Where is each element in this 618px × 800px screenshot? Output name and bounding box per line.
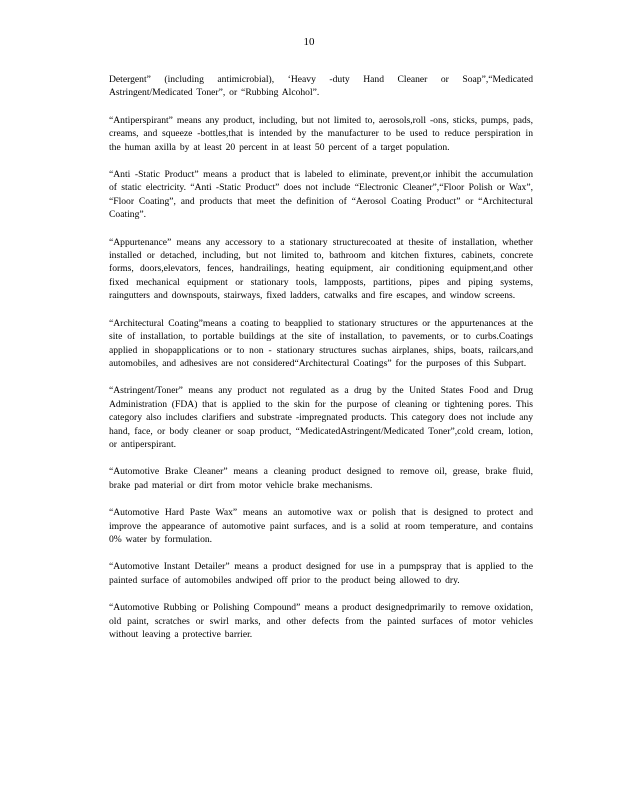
definitions-body xyxy=(109,73,533,641)
page-number: 10 xyxy=(303,36,315,48)
definition-anti-static-product: “Anti -Static Product” means a product that is labeled to eliminate, prevent,or inhibit the accumulation of static electricity. “Anti -Static Product” does not include “Electronic Cleaner”,“Floor Polish or Wax”, “Floor Coating”, and products that meet the definition of “Aerosol Coating Product” or “Architectural Coating”. xyxy=(109,169,533,221)
definition-appurtenance: “Appurtenance” means any accessory to a stationary structurecoated at thesite of installation, whether installed or detached, including, but not limited to, bathroom and kitchen fixtures, cabinets, concrete forms, doors,elevators, fences, handrailings, heating equipment, air conditioning equipment,and other fixed mechanical equipment or stationary tools, lampposts, partitions, pipes and piping systems, raingutters and downspouts, stairways, fixed ladders, catwalks and fire escapes, and window screens. xyxy=(109,236,533,302)
definition-architectural-coating: “Architectural Coating”means a coating to beapplied to stationary structures or the appurtenances at the site of installation, to portable buildings at the site of installation, to pavements, or to curbs.Coatings applied in shopapplications or to non - stationary structures suchas airplanes, ships, boats, railcars,and automobiles, and adhesives are not considered“Architectural Coatings” for the purposes of this Subpart. xyxy=(109,317,533,369)
definition-astringent-toner: “Astringent/Toner” means any product not regulated as a drug by the United States Food and Drug Administration (FDA) that is applied to the skin for the purpose of cleaning or tightening pores. This category also includes clarifiers and substrate -impregnated products. This category does not include any hand, face, or body cleaner or soap product, “MedicatedAstringent/Medicated Toner”,cold cream, lotion, or antiperspirant. xyxy=(109,385,533,450)
definition-paragraph-detergent-continuation: Detergent” (including antimicrobial), ‘Heavy -duty Hand Cleaner or Soap”,“Medicated Astringent/Medicated Toner”, or “Rubbing Alcohol”. xyxy=(109,74,533,99)
definition-automotive-brake-cleaner: “Automotive Brake Cleaner” means a cleaning product designed to remove oil, grease, brake fluid, brake pad material or dirt from motor vehicle brake mechanisms. xyxy=(109,466,533,491)
definition-automotive-hard-paste-wax: “Automotive Hard Paste Wax” means an automotive wax or polish that is designed to protect and improve the appearance of automotive paint surfaces, and is a solid at room temperature, and contains 0% water by formulation. xyxy=(109,507,533,545)
definition-automotive-rubbing-compound: “Automotive Rubbing or Polishing Compound” means a product designedprimarily to remove oxidation, old paint, scratches or swirl marks, and other defects from the painted surfaces of motor vehicles without leaving a protective barrier. xyxy=(109,602,533,640)
definition-antiperspirant: “Antiperspirant” means any product, including, but not limited to, aerosols,roll -ons, sticks, pumps, pads, creams, and squeeze -bottles,that is intended by the manufacturer to be used to reduce perspiration in the human axilla by at least 20 percent in at least 50 percent of a target population. xyxy=(109,114,533,153)
definition-automotive-instant-detailer: “Automotive Instant Detailer” means a product designed for use in a pumpspray that is applied to the painted surface of automobiles andwiped off prior to the product being allowed to dry. xyxy=(109,561,533,586)
